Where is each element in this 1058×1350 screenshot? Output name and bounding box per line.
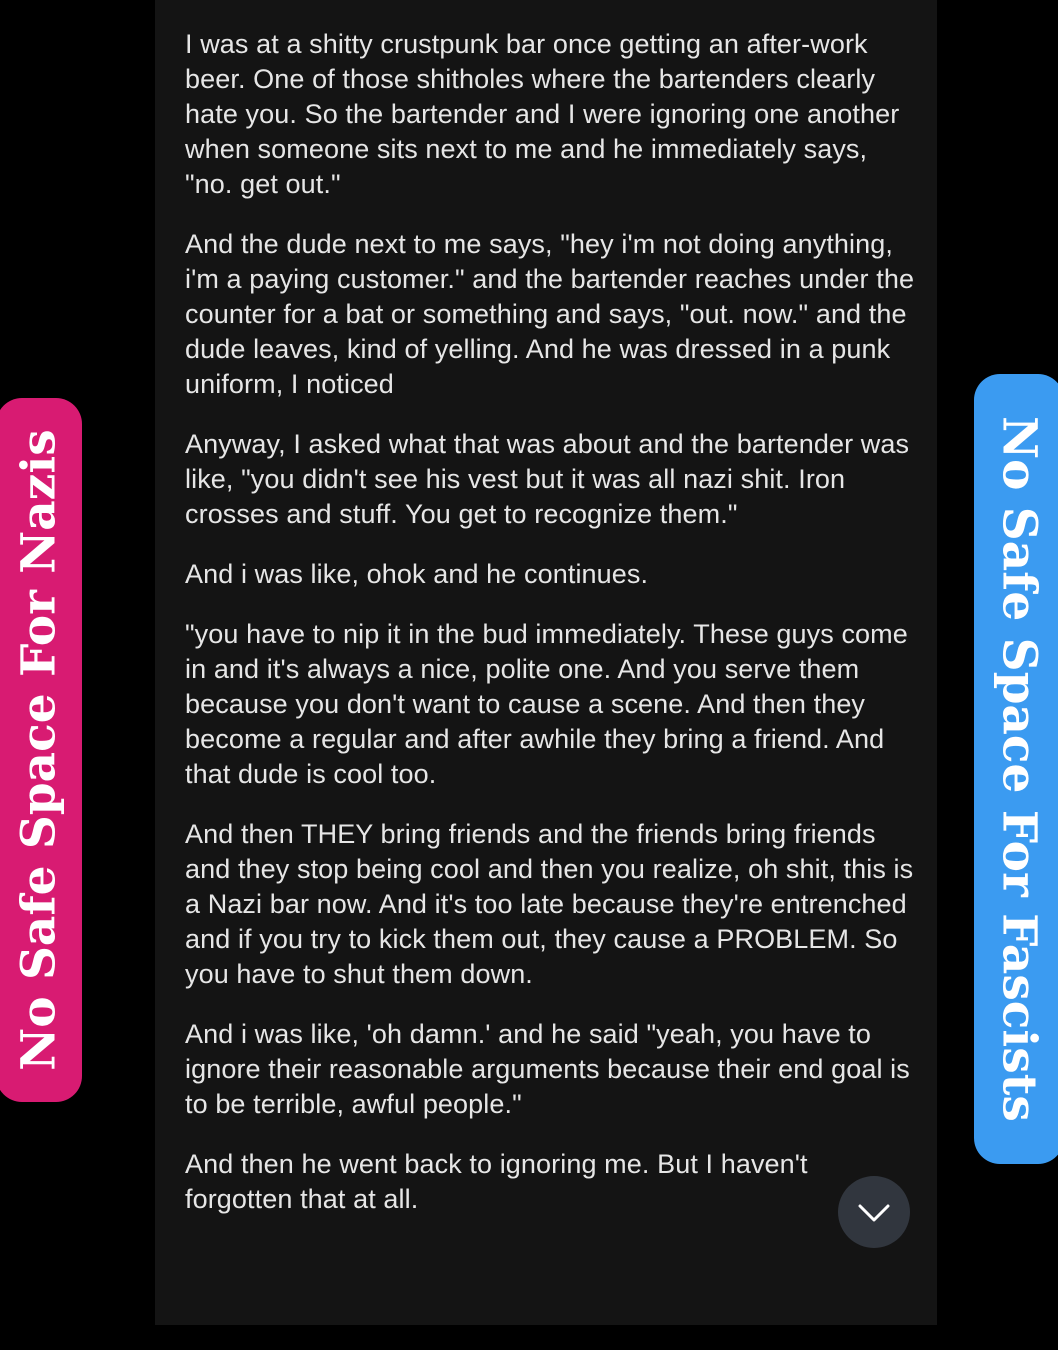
post-paragraph-5: "you have to nip it in the bud immediately. These guys come in and it's always a nice, polite one. And you serve them because you don't want to cause a scene. And then they become a regular and after awhile they bring a friend. And that dude is cool too. — [185, 619, 908, 789]
banner-left — [0, 398, 82, 1102]
post-paragraph-8: And then he went back to ignoring me. But I haven't forgotten that at all. — [185, 1149, 808, 1214]
post-paragraph-2: And the dude next to me says, "hey i'm not doing anything, i'm a paying customer." and the bartender reaches under the counter for a bat or something and says, "out. now." and the dude leaves, kind of yelling. And he was dressed in a punk uniform, I noticed — [185, 229, 915, 399]
post-paragraph-7: And i was like, 'oh damn.' and he said "yeah, you have to ignore their reasonable arguments because their end goal is to be terrible, awful people." — [185, 1019, 910, 1119]
chevron-down-icon — [856, 1196, 892, 1228]
post-paragraph-1: I was at a shitty crustpunk bar once getting an after-work beer. One of those shitholes where the bartenders clearly hate you. So the bartender and I were ignoring one another when someone sits next to me and he immediately says, "no. get out." — [185, 29, 900, 199]
bottom-bar — [0, 1325, 1058, 1350]
post-paragraph-4: And i was like, ohok and he continues. — [185, 559, 649, 589]
post-paragraph-3: Anyway, I asked what that was about and the bartender was like, "you didn't see his vest but it was all nazi shit. Iron crosses and stuff. You get to recognize them." — [185, 429, 910, 529]
scroll-down-button[interactable] — [838, 1176, 910, 1248]
post-body — [185, 27, 915, 1242]
banner-right-text: No Safe Space For Fascists — [991, 416, 1047, 1122]
post-paragraph-6: And then THEY bring friends and the friends bring friends and they stop being cool and then you realize, oh shit, this is a Nazi bar now. And it's too late because they're entrenched and if you try to kick them out, they cause a PROBLEM. So you have to shut them down. — [185, 819, 914, 989]
banner-right — [974, 374, 1058, 1164]
banner-left-text: No Safe Space For Nazis — [11, 429, 67, 1071]
